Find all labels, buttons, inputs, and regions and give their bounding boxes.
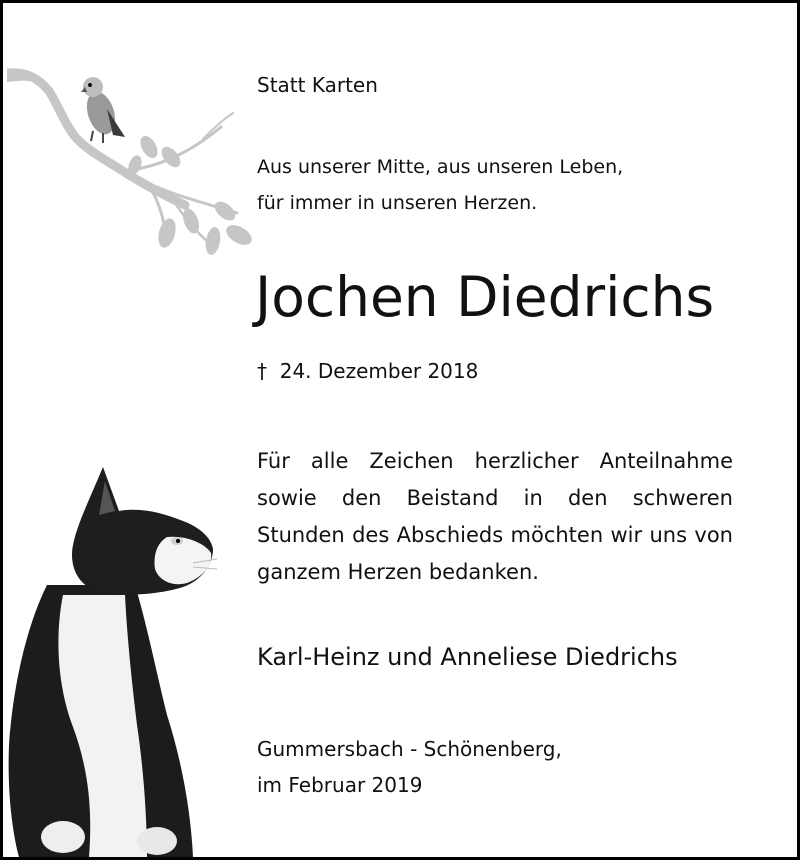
signers-text: Karl-Heinz und Anneliese Diedrichs (257, 643, 678, 671)
motto-text (257, 149, 623, 221)
place-line: Gummersbach - Schönenberg, (257, 737, 562, 761)
motto-line-1: Aus unserer Mitte, aus unseren Leben, (257, 156, 624, 178)
bird-on-branch-icon (7, 65, 257, 265)
death-line (257, 359, 478, 383)
motto-line-2: für immer in unseren Herzen. (257, 192, 538, 214)
intro-text: Statt Karten (257, 73, 378, 97)
date-line: im Februar 2019 (257, 773, 423, 797)
deceased-name: Jochen Diedrichs (255, 265, 715, 329)
death-cross-symbol: † (257, 359, 267, 383)
place-and-date (257, 731, 562, 803)
death-date: 24. Dezember 2018 (279, 359, 479, 383)
thanks-paragraph: Für alle Zeichen herzlicher Anteilnahme sowie den Beistand in den schweren Stunden des Abschieds möchten wir uns von ganzem Herzen bedanken. (257, 449, 733, 584)
cat-portrait-icon (7, 465, 217, 857)
